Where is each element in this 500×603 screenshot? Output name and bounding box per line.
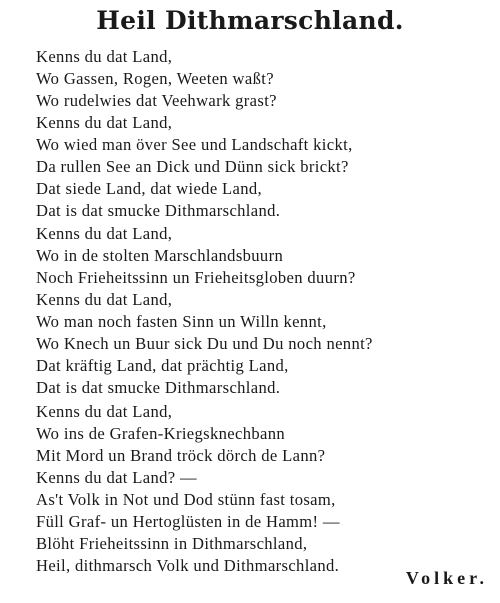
verse-line: Füll Graf- un Hertoglüsten in de Hamm! — — [36, 512, 340, 531]
verse-line: Kenns du dat Land, — [36, 402, 173, 421]
verse-line: Wo ins de Grafen-Kriegsknechbann — [36, 424, 286, 443]
stanza-1 — [36, 46, 496, 222]
stanza-2 — [36, 223, 496, 399]
verse-line: Heil, dithmarsch Volk und Dithmarschland. — [36, 556, 340, 575]
verse-line: Kenns du dat Land? — — [36, 468, 197, 487]
verse-line: Wo wied man över See und Landschaft kickt, — [36, 135, 353, 154]
verse-line: Wo rudelwies dat Veehwark grast? — [36, 91, 277, 110]
verse-line: Kenns du dat Land, — [36, 47, 173, 66]
verse-line: Wo Knech un Buur sick Du und Du noch nennt? — [36, 334, 373, 353]
verse-line: Dat is dat smucke Dithmarschland. — [36, 201, 281, 220]
verse-line: Blöht Frieheitssinn in Dithmarschland, — [36, 534, 308, 553]
author-signature: Volker. — [405, 568, 488, 588]
verse-line: Dat kräftig Land, dat prächtig Land, — [36, 356, 289, 375]
verse-line: Kenns du dat Land, — [36, 224, 173, 243]
poem-title: Heil Dithmarschland. — [96, 6, 404, 35]
verse-line: Wo Gassen, Rogen, Weeten waßt? — [36, 69, 274, 88]
verse-line: Kenns du dat Land, — [36, 290, 173, 309]
verse-line: Da rullen See an Dick und Dünn sick brickt? — [36, 157, 349, 176]
verse-line: Dat is dat smucke Dithmarschland. — [36, 378, 281, 397]
verse-line: Mit Mord un Brand tröck dörch de Lann? — [36, 446, 326, 465]
verse-line: Wo man noch fasten Sinn un Willn kennt, — [36, 312, 327, 331]
verse-line: Noch Frieheitssinn un Frieheitsgloben duurn? — [36, 268, 356, 287]
verse-line: Wo in de stolten Marschlandsbuurn — [36, 246, 284, 265]
verse-line: Kenns du dat Land, — [36, 113, 173, 132]
verse-line: Dat siede Land, dat wiede Land, — [36, 179, 263, 198]
verse-line: As't Volk in Not und Dod stünn fast tosam, — [36, 490, 336, 509]
stanza-3 — [36, 401, 496, 577]
